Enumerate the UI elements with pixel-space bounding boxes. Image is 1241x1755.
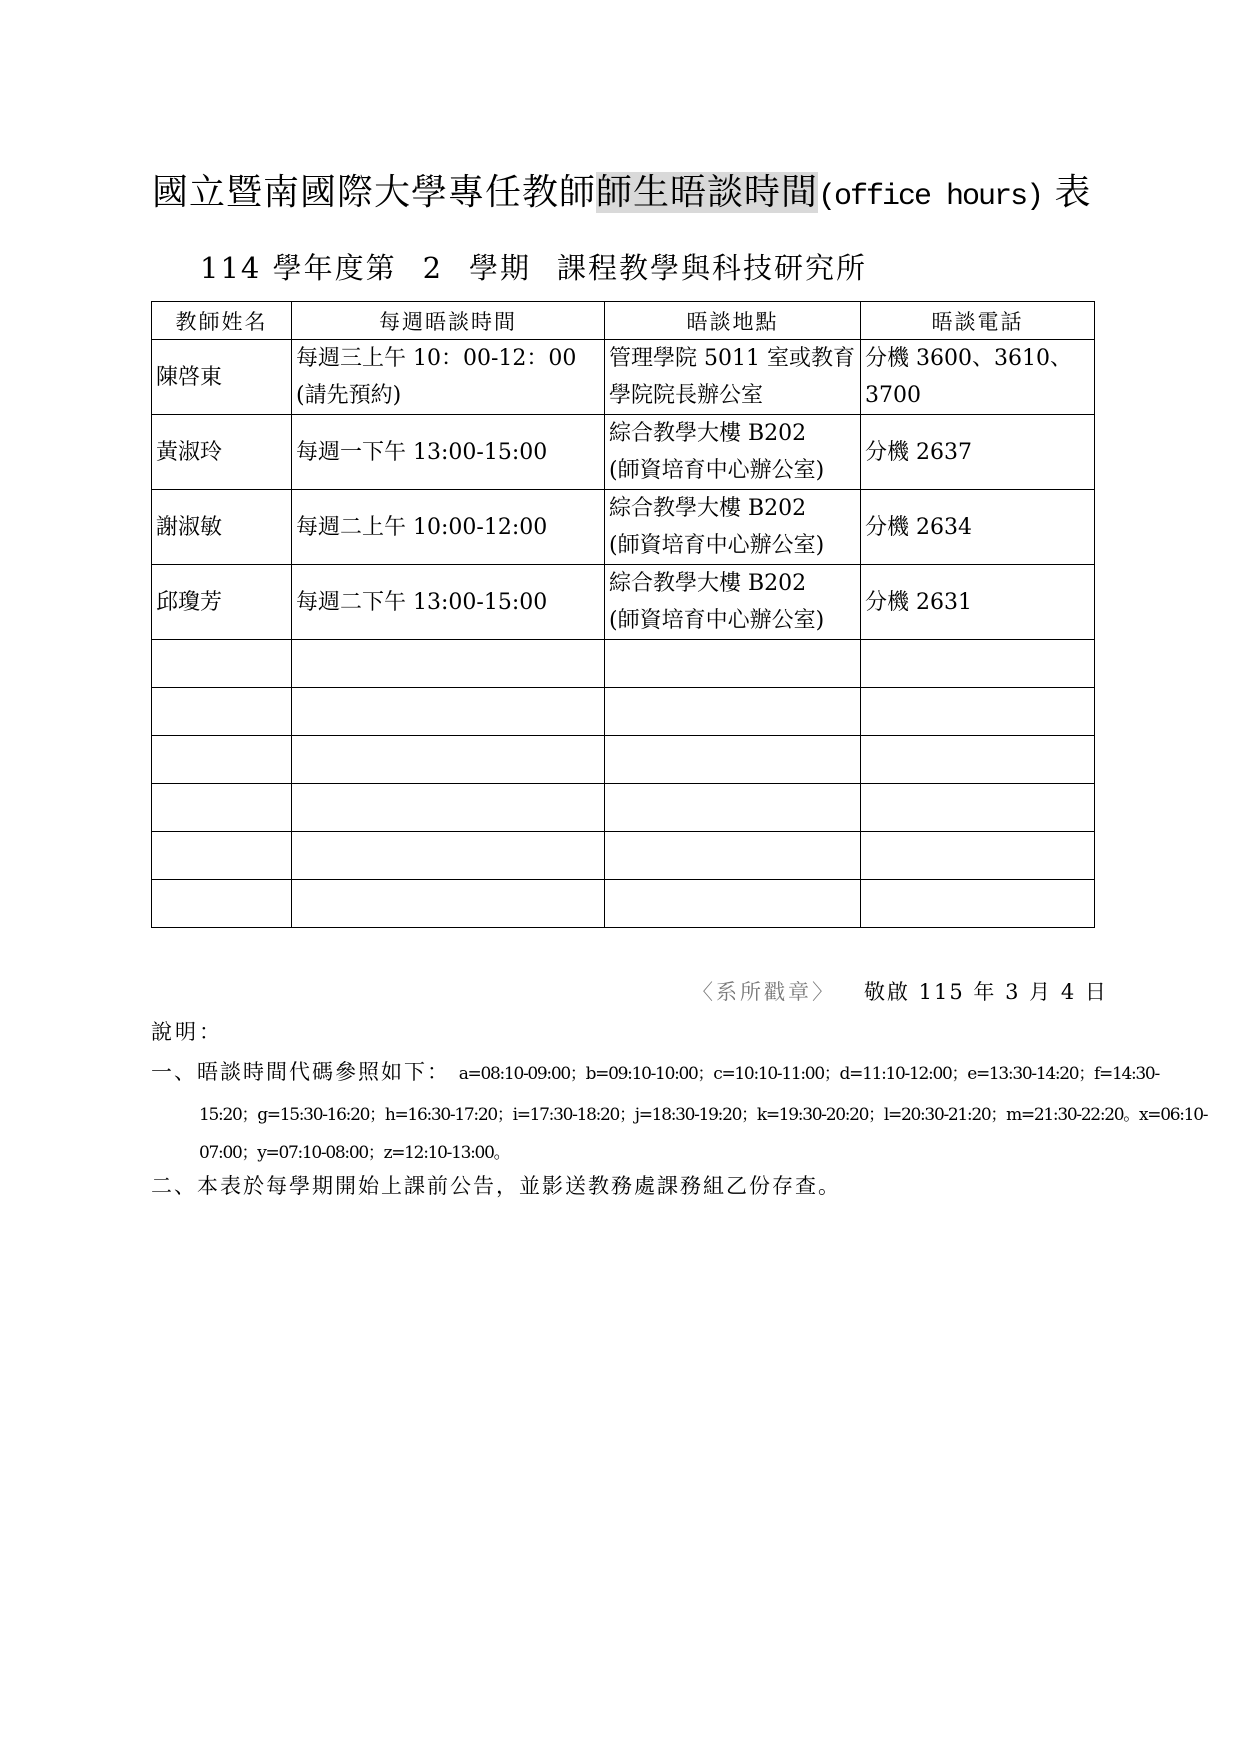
cell-phone: 分機 2637: [861, 415, 1095, 490]
office-hours-table: [151, 301, 1095, 928]
stamp-line: [692, 976, 1108, 1006]
note-1-prefix: 一、晤談時間代碼參照如下：: [151, 1060, 450, 1084]
cell-name: 謝淑敏: [152, 490, 292, 565]
cell-location: 管理學院 5011 室或教育 學院院長辦公室: [605, 340, 861, 415]
cell-phone: 分機 3600、3610、 3700: [861, 340, 1095, 415]
header-time: 每週晤談時間: [292, 302, 605, 340]
table-row: [152, 565, 1095, 640]
stamp-date: 敬啟 115 年 3 月 4 日: [864, 980, 1108, 1004]
title-highlight: 師生晤談時間: [596, 172, 819, 213]
note-1-continuation: 15:20；g=15:30-16:20；h=16:30-17:20；i=17:30-18:20；j=18:30-19:20；k=19:30-20:20；l=20:30-21:20；m=21:30-22:20。x=06:10-: [199, 1105, 1208, 1125]
header-name: 教師姓名: [152, 302, 292, 340]
title-english: (office hours): [818, 180, 1043, 214]
subtitle-year: 114 學年度第: [200, 251, 397, 285]
cell-name: 黃淑玲: [152, 415, 292, 490]
notes-title: 說明：: [151, 1020, 223, 1044]
cell-phone: 分機 2631: [861, 565, 1095, 640]
table-header-row: [152, 302, 1095, 340]
page-title: [152, 164, 1092, 215]
title-suffix: 表: [1054, 172, 1092, 213]
stamp-label: 〈系所戳章〉: [692, 980, 836, 1004]
cell-phone: 分機 2634: [861, 490, 1095, 565]
cell-time: 每週一下午 13:00-15:00: [292, 415, 605, 490]
subtitle-dept: 課程教學與科技研究所: [557, 251, 868, 285]
subtitle-period: 學期: [469, 251, 532, 285]
cell-time: 每週二上午 10:00-12:00: [292, 490, 605, 565]
empty-row: [152, 640, 1095, 688]
cell-time: 每週二下午 13:00-15:00: [292, 565, 605, 640]
cell-location: 綜合教學大樓 B202 (師資培育中心辦公室): [605, 490, 861, 565]
note-1-codes: a=08:10-09:00；b=09:10-10:00；c=10:10-11:00；d=11:10-12:00；e=13:30-14:20；f=14:30-: [458, 1064, 1159, 1084]
note-item-1: [151, 1056, 1159, 1086]
table-row: [152, 340, 1095, 415]
cell-time: 每週三上午 10：00-12：00 (請先預約): [292, 340, 605, 415]
empty-row: [152, 736, 1095, 784]
header-location: 晤談地點: [605, 302, 861, 340]
cell-location: 綜合教學大樓 B202 (師資培育中心辦公室): [605, 415, 861, 490]
empty-row: [152, 880, 1095, 928]
page-subtitle: [200, 246, 893, 287]
table-row: [152, 415, 1095, 490]
note-1-continuation: 07:00；y=07:10-08:00；z=12:10-13:00。: [199, 1143, 510, 1163]
note-item-2: 二、本表於每學期開始上課前公告，並影送教務處課務組乙份存查。: [151, 1174, 841, 1198]
empty-row: [152, 832, 1095, 880]
title-main: 國立暨南國際大學專任教師: [152, 172, 597, 213]
header-phone: 晤談電話: [861, 302, 1095, 340]
cell-location: 綜合教學大樓 B202 (師資培育中心辦公室): [605, 565, 861, 640]
empty-row: [152, 784, 1095, 832]
cell-name: 陳啓東: [152, 340, 292, 415]
empty-row: [152, 688, 1095, 736]
table-row: [152, 490, 1095, 565]
cell-name: 邱瓊芳: [152, 565, 292, 640]
subtitle-term: 2: [422, 251, 444, 285]
